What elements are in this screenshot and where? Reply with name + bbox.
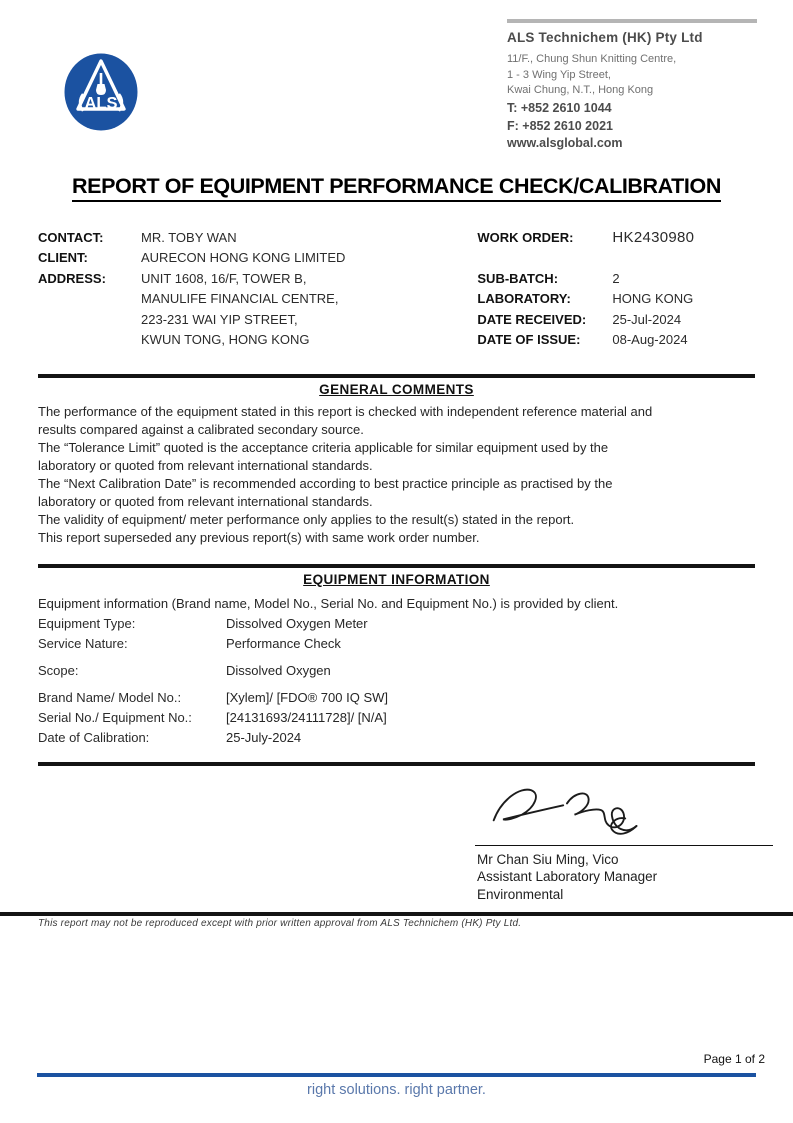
laboratory-label: LABORATORY: <box>477 291 571 306</box>
date-of-calibration-value: 25-July-2024 <box>226 729 302 745</box>
client-info <box>38 228 477 351</box>
laboratory-value: HONG KONG <box>612 291 694 306</box>
company-address-line: 11/F., Chung Shun Knitting Centre, <box>507 53 677 65</box>
general-comments-heading: GENERAL COMMENTS <box>319 381 474 397</box>
spacer <box>477 248 755 269</box>
signatory-title: Assistant Laboratory Manager <box>477 869 658 884</box>
sub-batch-value: 2 <box>612 270 620 286</box>
report-title-row <box>0 174 793 202</box>
date-of-issue-row <box>477 330 755 351</box>
contact-value: MR. TOBY WAN <box>141 229 237 245</box>
company-phone: T: +852 2610 1044 <box>507 100 612 115</box>
work-order-row <box>477 228 755 249</box>
signature-block <box>475 779 773 904</box>
scope-row <box>38 661 755 681</box>
equipment-type-row <box>38 614 755 634</box>
service-nature-label: Service Nature: <box>38 635 128 651</box>
date-of-issue-value: 08-Aug-2024 <box>612 332 688 347</box>
scope-value: Dissolved Oxygen <box>226 662 331 678</box>
page-number: Page 1 of 2 <box>703 1052 765 1066</box>
company-name: ALS Technichem (HK) Pty Ltd <box>507 30 703 45</box>
address-label: ADDRESS: <box>38 270 106 286</box>
contact-row <box>38 228 477 249</box>
header-divider <box>507 19 757 23</box>
comment-line: The “Tolerance Limit” quoted is the acceptance criteria applicable for similar equipment used by the <box>38 439 609 455</box>
order-info <box>477 228 755 351</box>
signature-image <box>475 779 773 843</box>
comment-line: The performance of the equipment stated in this report is checked with independent reference material and <box>38 403 653 419</box>
address-row <box>38 269 477 351</box>
company-info <box>507 19 757 152</box>
address-line: 223-231 WAI YIP STREET, <box>141 311 298 327</box>
date-received-row <box>477 310 755 331</box>
letterhead <box>0 0 793 152</box>
date-of-issue-label: DATE OF ISSUE: <box>477 332 581 347</box>
equipment-info-intro: Equipment information (Brand name, Model No., Serial No. and Equipment No.) is provided by client. <box>38 595 619 611</box>
service-nature-row <box>38 634 755 654</box>
comment-line: laboratory or quoted from relevant international standards. <box>38 493 373 509</box>
date-received-value: 25-Jul-2024 <box>612 311 682 327</box>
date-received-label: DATE RECEIVED: <box>477 311 587 327</box>
service-nature-value: Performance Check <box>226 635 341 651</box>
sub-batch-label: SUB-BATCH: <box>477 270 559 286</box>
company-address-line: 1 - 3 Wing Yip Street, <box>507 68 611 81</box>
brand-model-row <box>38 688 755 708</box>
als-logo-icon <box>63 52 139 132</box>
company-website: www.alsglobal.com <box>507 135 623 150</box>
equipment-information-section <box>38 564 755 748</box>
brand-model-value: [Xylem]/ [FDO® 700 IQ SW] <box>226 689 388 705</box>
equipment-info-rows <box>38 614 755 748</box>
comment-line: results compared against a calibrated secondary source. <box>38 421 364 437</box>
address-value <box>141 269 338 351</box>
signatory-name: Mr Chan Siu Ming, Vico <box>477 851 619 867</box>
comment-line: The validity of equipment/ meter performance only applies to the result(s) stated in the report. <box>38 511 575 527</box>
company-address <box>507 52 757 99</box>
contact-label: CONTACT: <box>38 229 104 245</box>
comment-line: laboratory or quoted from relevant international standards. <box>38 457 373 473</box>
disclaimer-text: This report may not be reproduced except with prior written approval from ALS Technichem (HK) Pty Ltd. <box>38 918 522 929</box>
signature-icon <box>487 779 677 841</box>
equipment-type-value: Dissolved Oxygen Meter <box>226 615 368 631</box>
brand-model-label: Brand Name/ Model No.: <box>38 689 182 705</box>
comment-line: The “Next Calibration Date” is recommended according to best practice principle as practised by the <box>38 475 613 491</box>
date-of-calibration-label: Date of Calibration: <box>38 729 150 745</box>
serial-equipment-value: [24131693/24111728]/ [N/A] <box>226 709 387 725</box>
work-order-value: HK2430980 <box>612 228 695 246</box>
footer-blue-line <box>37 1073 756 1077</box>
address-line: UNIT 1608, 16/F, TOWER B, <box>141 270 307 286</box>
address-line: KWUN TONG, HONG KONG <box>141 332 310 347</box>
date-of-calibration-row <box>38 728 755 748</box>
equipment-type-label: Equipment Type: <box>38 615 136 631</box>
sub-batch-row <box>477 269 755 290</box>
section-separator <box>38 762 755 766</box>
company-fax: F: +852 2610 2021 <box>507 118 613 133</box>
scope-label: Scope: <box>38 662 79 678</box>
equipment-information-heading: EQUIPMENT INFORMATION <box>303 571 490 587</box>
laboratory-row <box>477 289 755 310</box>
company-address-line: Kwai Chung, N.T., Hong Kong <box>507 84 654 96</box>
signature-line <box>475 845 773 846</box>
comment-line: This report superseded any previous report(s) with same work order number. <box>38 529 480 545</box>
client-value: AURECON HONG KONG LIMITED <box>141 250 346 265</box>
general-comments-body <box>38 403 755 547</box>
report-title: REPORT OF EQUIPMENT PERFORMANCE CHECK/CALIBRATION <box>72 174 721 202</box>
address-line: MANULIFE FINANCIAL CENTRE, <box>141 291 339 306</box>
signatory-department: Environmental <box>477 886 564 902</box>
footer-tagline: right solutions. right partner. <box>307 1082 486 1098</box>
work-order-label: WORK ORDER: <box>477 229 574 245</box>
client-row <box>38 248 477 269</box>
equipment-information-heading-row <box>38 571 755 589</box>
general-comments-section <box>38 374 755 547</box>
disclaimer-separator <box>0 912 793 916</box>
svg-text:ALS: ALS <box>84 94 118 113</box>
report-info <box>0 228 793 351</box>
signatory-details <box>475 851 773 904</box>
als-logo <box>63 52 139 152</box>
client-label: CLIENT: <box>38 250 88 265</box>
general-comments-heading-row <box>38 381 755 399</box>
serial-equipment-row <box>38 708 755 728</box>
serial-equipment-label: Serial No./ Equipment No.: <box>38 709 192 725</box>
